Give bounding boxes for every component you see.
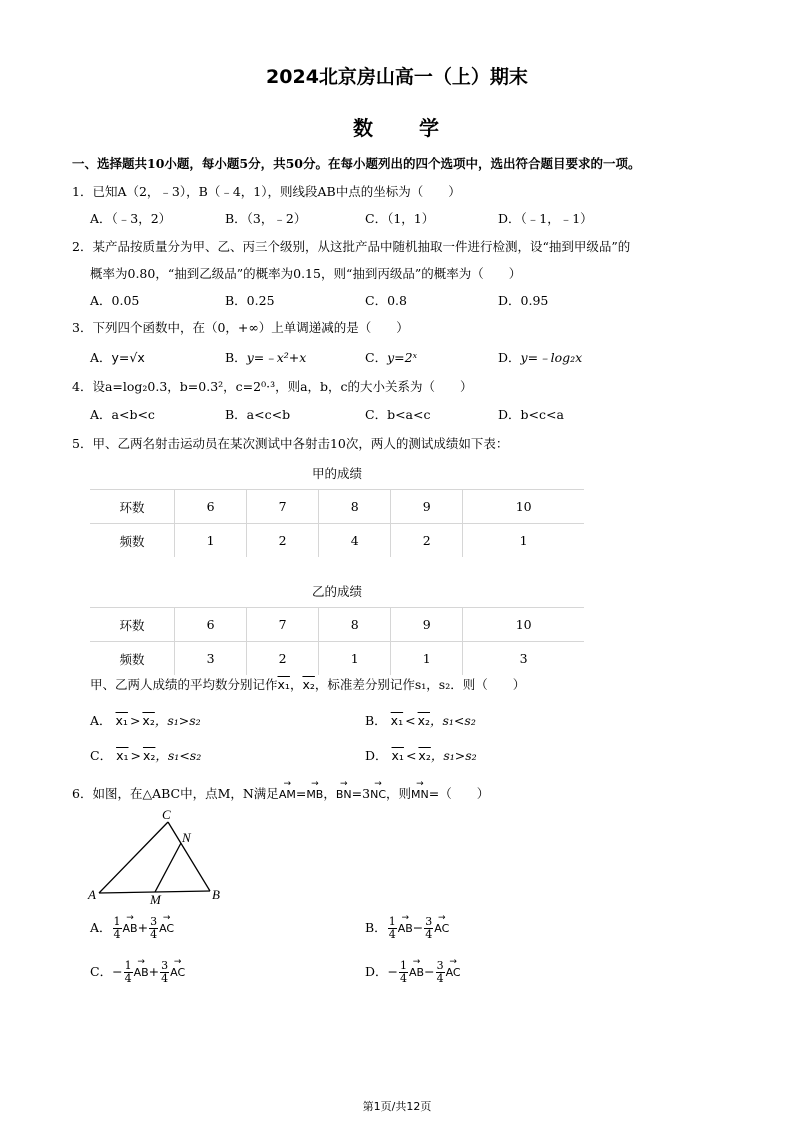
q3-option-c-label: C． — [365, 350, 388, 365]
fraction — [424, 916, 433, 941]
table-cell: 10 — [463, 490, 584, 524]
q4-option-d: D．b<c<a — [498, 407, 564, 422]
sign: − — [112, 964, 123, 979]
q3-option-a-label: A． — [90, 350, 112, 365]
table-cell: 频数 — [90, 524, 175, 558]
table-cell: 2 — [247, 642, 319, 676]
vector-ab: → AB — [409, 966, 424, 979]
vector-bn: → BN — [336, 788, 352, 801]
std-relation: ，s₁>s₂ — [154, 713, 201, 728]
relation: > — [130, 748, 141, 763]
table-cell: 7 — [247, 608, 319, 642]
question-4: 4．设a=log₂0.3，b=0.3²，c=2⁰·³，则a，b，c的大小关系为（ ） — [72, 379, 473, 394]
table-cell: 环数 — [90, 490, 175, 524]
table-cell: 6 — [175, 608, 247, 642]
table-caption: 乙的成绩 — [311, 583, 362, 599]
fraction — [388, 916, 397, 941]
table-cell: 3 — [175, 642, 247, 676]
denominator: 4 — [150, 928, 158, 941]
relation: < — [405, 748, 417, 763]
x1-bar: x₁ — [390, 713, 404, 728]
x1-bar: x₁ — [116, 748, 129, 763]
table-cell: 9 — [391, 608, 463, 642]
option-label: A． — [90, 920, 112, 935]
question-5: 5．甲、乙两名射击运动员在某次测试中各射击10次，两人的测试成绩如下表： — [72, 436, 509, 451]
q6-option-b — [365, 916, 449, 941]
question-3: 3．下列四个函数中，在（0，+∞）上单调递减的是（ ） — [72, 320, 409, 335]
q3-option-b-label: B． — [225, 350, 247, 365]
q3-option-b-function: y=﹣x²+x — [246, 350, 307, 365]
table-row — [90, 524, 584, 558]
option-label: B． — [365, 713, 387, 728]
numerator: 3 — [436, 959, 444, 972]
question-1: 1．已知A（2，﹣3），B（﹣4，1），则线段AB中点的坐标为（ ） — [72, 184, 461, 199]
table-cell: 1 — [463, 524, 584, 558]
fraction — [399, 960, 408, 985]
question-2-line-2: 概率为0.80，“抽到乙级品”的概率为0.15，则“抽到丙级品”的概率为（ ） — [90, 266, 522, 281]
q6-text: 6．如图，在△ABC中，点M，N满足 — [72, 786, 279, 801]
vector-am: → AM — [279, 788, 296, 801]
q5-stem-text-2: ，标准差分别记作s₁，s₂．则（ ） — [314, 677, 526, 692]
score-table-jia — [90, 456, 584, 557]
relation: < — [405, 713, 416, 728]
point-m-label: M — [150, 892, 161, 905]
numerator: 1 — [124, 959, 132, 972]
fraction — [436, 960, 445, 985]
exam-title: 2024北京房山高一（上）期末 — [266, 66, 528, 88]
fraction — [124, 960, 133, 985]
vertex-a-label: A — [88, 887, 96, 902]
score-table-yi — [90, 574, 584, 675]
q3-option-d-label: D． — [498, 350, 521, 365]
vector-ac: → AC — [159, 922, 174, 935]
relation: > — [129, 713, 141, 728]
x2-bar: x₂ — [302, 677, 315, 692]
numerator: 1 — [388, 915, 396, 928]
table-row — [90, 490, 584, 524]
fraction — [160, 960, 169, 985]
denominator: 4 — [113, 928, 121, 941]
operator: + — [137, 920, 149, 935]
table-cell: 环数 — [90, 608, 175, 642]
q6-text-2: ，则 — [386, 786, 412, 801]
q3-option-b — [225, 348, 306, 366]
vector-ac: → AC — [434, 922, 449, 935]
q2-option-a: A．0.05 — [90, 293, 140, 308]
numerator: 3 — [161, 959, 169, 972]
q3-option-c-function: y=2ˣ — [387, 350, 418, 365]
table-cell: 9 — [391, 490, 463, 524]
q2-option-d: D．0.95 — [498, 293, 549, 308]
table-cell: 7 — [247, 490, 319, 524]
q6-text-3: =（ ） — [428, 786, 490, 801]
q6-equals: = — [295, 786, 307, 801]
operator: − — [424, 964, 435, 979]
std-relation: ，s₁<s₂ — [155, 748, 202, 763]
q5-comma: ， — [289, 677, 303, 692]
q3-option-d-function: y=﹣log₂x — [520, 350, 583, 365]
vector-ab: → AB — [398, 922, 413, 935]
triangle-figure — [86, 805, 226, 905]
denominator: 4 — [425, 928, 433, 941]
x2-bar: x₂ — [418, 748, 431, 763]
table-caption: 甲的成绩 — [311, 465, 362, 481]
q4-option-b: B．a<c<b — [225, 407, 291, 422]
q5-option-a — [90, 711, 201, 729]
q5-stem — [90, 675, 525, 693]
vector-ac: → AC — [170, 966, 185, 979]
numerator: 1 — [400, 959, 408, 972]
section-heading: 一、选择题共10小题，每小题5分，共50分。在每小题列出的四个选项中，选出符合题目要求的一项。 — [72, 156, 641, 171]
denominator: 4 — [124, 972, 132, 985]
vertex-c-label: C — [162, 807, 171, 822]
subject-title: 数 学 — [353, 116, 441, 140]
table-cell: 1 — [319, 642, 391, 676]
operator: + — [148, 964, 160, 979]
q4-option-c: C．b<a<c — [365, 407, 431, 422]
denominator: 4 — [388, 928, 396, 941]
table-cell: 2 — [391, 524, 463, 558]
q3-option-c — [365, 348, 417, 366]
question-2-line-1: 2．某产品按质量分为甲、乙、丙三个级别，从这批产品中随机抽取一件进行检测，设“抽到甲级品”的 — [72, 239, 631, 254]
q6-option-d — [365, 960, 461, 985]
page-number: 第1页/共12页 — [362, 1100, 432, 1113]
q2-option-b: B．0.25 — [225, 293, 275, 308]
x2-bar: x₂ — [142, 713, 155, 728]
q3-option-a — [90, 348, 145, 366]
option-label: D． — [365, 964, 388, 979]
sign: − — [387, 964, 399, 979]
table-cell: 8 — [319, 490, 391, 524]
table-cell: 频数 — [90, 642, 175, 676]
denominator: 4 — [161, 972, 169, 985]
q1-option-b: B．（3，﹣2） — [225, 211, 307, 226]
std-relation: ，s₁<s₂ — [430, 713, 476, 728]
q6-option-a — [90, 916, 174, 941]
x1-bar: x₁ — [115, 713, 128, 728]
q1-option-c: C．（1，1） — [365, 211, 435, 226]
table-cell: 8 — [319, 608, 391, 642]
vector-ab: → AB — [134, 966, 149, 979]
vector-mn: → MN — [411, 788, 429, 801]
q5-option-b — [365, 711, 476, 729]
option-label: B． — [365, 920, 387, 935]
x1-bar: x₁ — [391, 748, 404, 763]
vector-ac: → AC — [446, 966, 461, 979]
table-cell: 10 — [463, 608, 584, 642]
x1-bar: x₁ — [277, 677, 290, 692]
point-n-label: N — [182, 830, 191, 845]
q5-stem-text: 甲、乙两人成绩的平均数分别记作 — [90, 677, 278, 692]
vector-mb: → MB — [306, 788, 323, 801]
q6-option-c — [90, 960, 185, 985]
table-cell: 1 — [391, 642, 463, 676]
q6-equals-3: =3 — [351, 786, 371, 801]
table-row — [90, 608, 584, 642]
q6-sep: ， — [323, 786, 336, 801]
table-cell: 4 — [319, 524, 391, 558]
q5-option-c — [90, 746, 201, 764]
denominator: 4 — [436, 972, 444, 985]
q3-option-d — [498, 348, 582, 366]
fraction — [149, 916, 158, 941]
option-label: C． — [90, 748, 113, 763]
std-relation: ，s₁>s₂ — [430, 748, 477, 763]
q2-option-c: C．0.8 — [365, 293, 407, 308]
q3-option-a-function: y=√x — [111, 350, 145, 365]
numerator: 3 — [425, 915, 433, 928]
q5-option-d — [365, 746, 477, 764]
x2-bar: x₂ — [142, 748, 156, 763]
q4-option-a: A．a<b<c — [90, 407, 155, 422]
option-label: D． — [365, 748, 388, 763]
denominator: 4 — [400, 972, 408, 985]
option-label: C． — [90, 964, 113, 979]
q1-option-d: D．（﹣1，﹣1） — [498, 211, 593, 226]
vector-ab: → AB — [123, 922, 138, 935]
fraction — [113, 916, 122, 941]
table-cell: 2 — [247, 524, 319, 558]
table-row — [90, 642, 584, 676]
x2-bar: x₂ — [417, 713, 430, 728]
operator: − — [412, 920, 424, 935]
numerator: 3 — [150, 915, 158, 928]
numerator: 1 — [113, 915, 121, 928]
vertex-b-label: B — [212, 887, 220, 902]
table-cell: 3 — [463, 642, 584, 676]
vector-nc: → NC — [370, 788, 386, 801]
table-cell: 6 — [175, 490, 247, 524]
q1-option-a: A．（﹣3，2） — [90, 211, 172, 226]
option-label: A． — [90, 713, 112, 728]
table-cell: 1 — [175, 524, 247, 558]
question-6 — [72, 784, 489, 802]
